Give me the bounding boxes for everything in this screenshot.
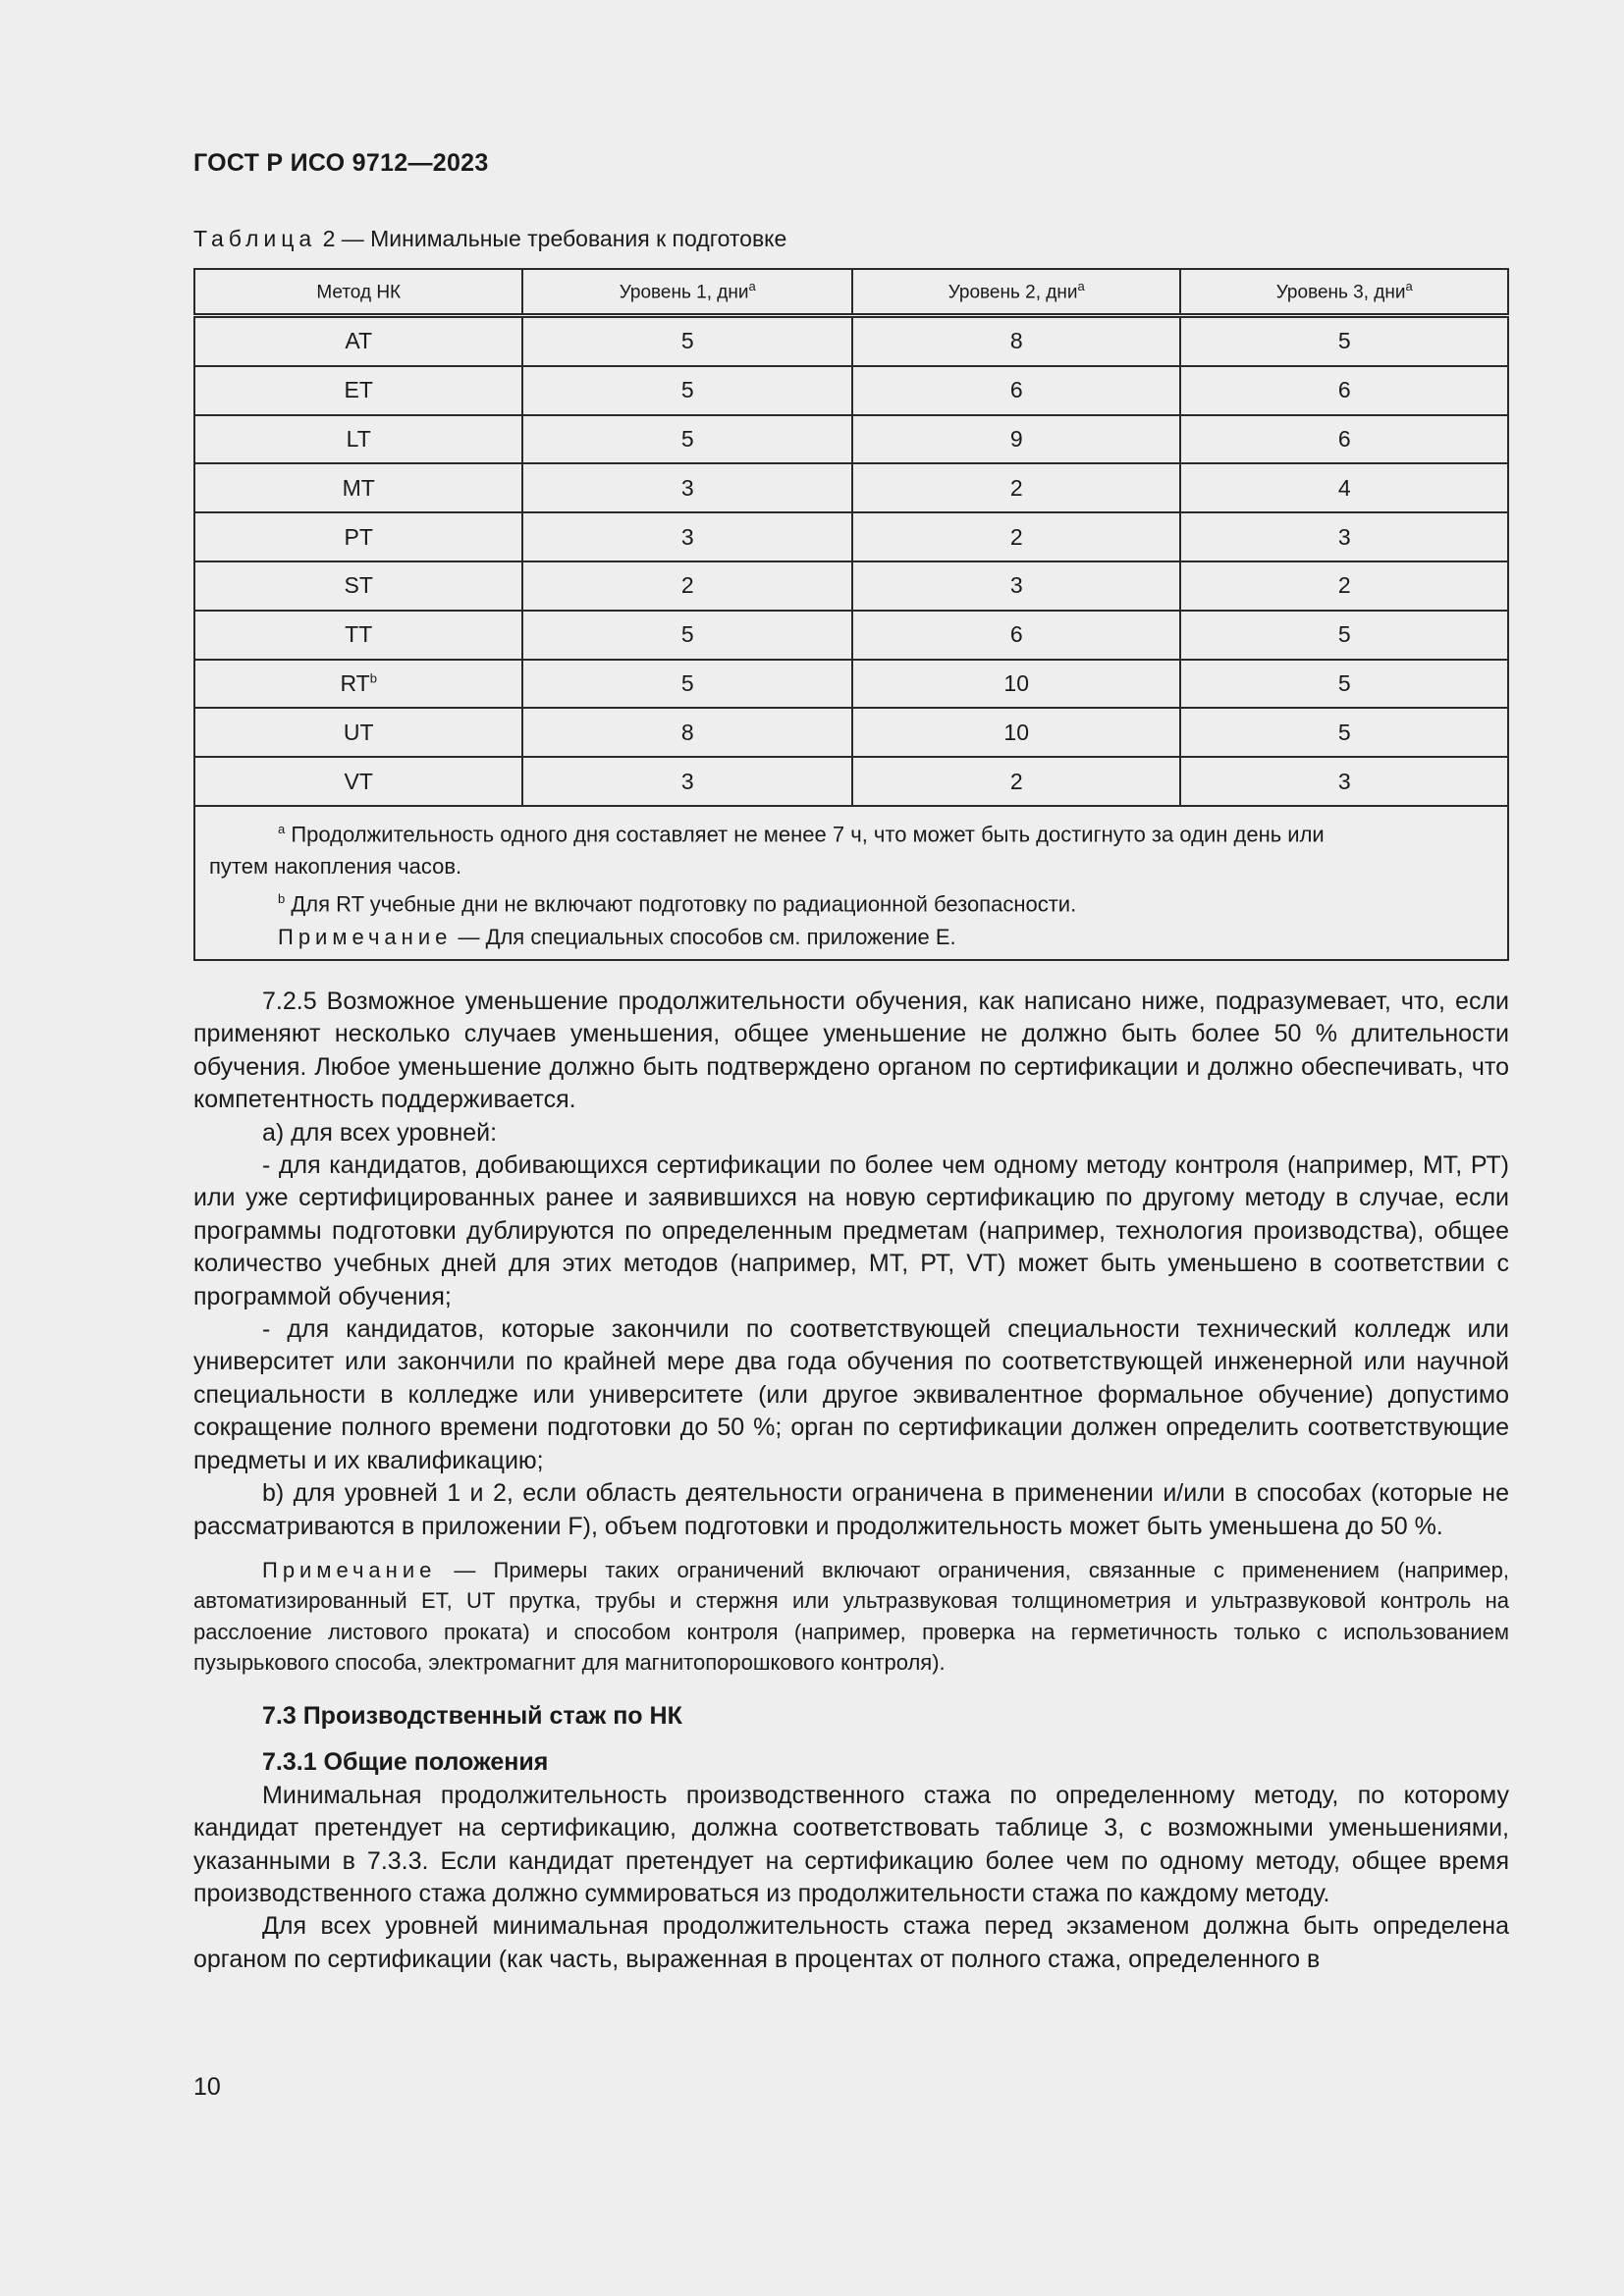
level3-cell: 6 (1180, 366, 1508, 415)
level2-cell: 8 (852, 316, 1181, 366)
table-row (194, 611, 1508, 660)
table-row (194, 757, 1508, 806)
table-caption-label: Таблица (193, 226, 317, 251)
level3-cell: 5 (1180, 708, 1508, 757)
level1-cell: 3 (522, 512, 852, 561)
paragraph-7-2-5: 7.2.5 Возможное уменьшение продолжительности обучения, как написано ниже, подразумевает, что, если применяют несколько случаев уменьшения, общее уменьшение не должно быть более 50 % длительности обучения. Любое уменьшение должно быть подтверждено органом по сертификации и должно обеспечивать, что компетентность поддерживается. (193, 988, 1509, 1114)
method-cell: $RT^b$ (194, 660, 522, 709)
level1-cell: 2 (522, 561, 852, 611)
level2-cell: 2 (852, 757, 1181, 806)
section-heading-7-3: 7.3 Производственный стаж по НК (262, 1701, 682, 1730)
footnote-b: $^b$ Для RT учебные дни не включают подготовку по радиационной безопасности. (278, 891, 1077, 917)
level3-cell: 4 (1180, 463, 1508, 512)
method-cell: MT (194, 463, 522, 512)
level3-cell: 5 (1180, 660, 1508, 709)
list-item-b: b) для уровней 1 и 2, если область деятельности ограничена в применении и/или в способах (которые не рассматриваются в приложении F), объем подготовки и продолжительность может быть уменьшена до 50 %. (193, 1479, 1509, 1540)
paragraph: Минимальная продолжительность производственного стажа по определенному методу, по которому кандидат претендует на сертификацию, должна соответствовать таблице 3, с возможными уменьшениями, указанными в 7.3.3. Если кандидат претендует на сертификацию более чем по одному методу, общее время производственного стажа должно суммироваться из продолжительности стажа по каждому методу. (193, 1781, 1509, 1907)
table-row (194, 415, 1508, 464)
level3-cell: 6 (1180, 415, 1508, 464)
document-header: ГОСТ Р ИСО 9712—2023 (193, 149, 489, 177)
method-cell: TT (194, 611, 522, 660)
column-header: Уровень 2, дни$^a$ (852, 269, 1181, 316)
table-notes (194, 806, 1508, 960)
table-caption-title: 2 — Минимальные требования к подготовке (316, 226, 787, 251)
level2-cell: 10 (852, 660, 1181, 709)
table-row (194, 512, 1508, 561)
list-dash-item: - для кандидатов, добивающихся сертификации по более чем одному методу контроля (например, МТ, РТ) или уже сертифицированных ранее и заявившихся на новую сертификацию по другому методу в случае, если программы подготовки дублируются по определенным предметам (например, технология производства), общее количество учебных дней для этих методов (например, МТ, РТ, VT) может быть уменьшено в соответствии с программой обучения; (193, 1151, 1509, 1310)
method-cell: PT (194, 512, 522, 561)
table-row (194, 660, 1508, 709)
table-note: Примечание — Для специальных способов см. приложение Е. (278, 924, 956, 949)
level1-cell: 3 (522, 463, 852, 512)
page-number: 10 (193, 2073, 221, 2101)
footnote-a: $^a$ Продолжительность одного дня составляет не менее 7 ч, что может быть достигнуто за один день или (278, 821, 1325, 847)
level1-cell: 5 (522, 611, 852, 660)
table-header-row (194, 269, 1508, 316)
column-header: Уровень 1, дни$^a$ (522, 269, 852, 316)
method-cell: UT (194, 708, 522, 757)
footnote-a-continuation: путем накопления часов. (209, 854, 462, 880)
subsection-heading-7-3-1: 7.3.1 Общие положения (262, 1748, 549, 1777)
method-cell: AT (194, 316, 522, 366)
level2-cell: 2 (852, 463, 1181, 512)
table-row (194, 708, 1508, 757)
table-caption (193, 226, 786, 252)
method-cell: ST (194, 561, 522, 611)
level2-cell: 6 (852, 611, 1181, 660)
method-cell: ET (194, 366, 522, 415)
level2-cell: 9 (852, 415, 1181, 464)
table-row (194, 316, 1508, 366)
column-header: Уровень 3, дни$^a$ (1180, 269, 1508, 316)
column-header: Метод НК (194, 269, 522, 316)
method-cell: VT (194, 757, 522, 806)
paragraph: Для всех уровней минимальная продолжительность стажа перед экзаменом должна быть определена органом по сертификации (как часть, выраженная в процентах от полного стажа, определенного в (193, 1912, 1509, 1973)
level1-cell: 5 (522, 366, 852, 415)
level1-cell: 5 (522, 415, 852, 464)
level3-cell: 5 (1180, 316, 1508, 366)
level1-cell: 3 (522, 757, 852, 806)
level2-cell: 2 (852, 512, 1181, 561)
table-row (194, 463, 1508, 512)
method-cell: LT (194, 415, 522, 464)
level3-cell: 3 (1180, 512, 1508, 561)
level2-cell: 6 (852, 366, 1181, 415)
table-row (194, 366, 1508, 415)
level3-cell: 5 (1180, 611, 1508, 660)
table-row (194, 561, 1508, 611)
level3-cell: 3 (1180, 757, 1508, 806)
list-dash-item: - для кандидатов, которые закончили по соответствующей специальности технический колледж или университет или закончили по крайней мере два года обучения по соответствующей инженерной или научной специальности в колледже или университете (или другое эквивалентное формальное обучение) допустимо сокращение полного времени подготовки до 50 %; орган по сертификации должен определить соответствующие предметы и их квалификацию; (193, 1315, 1509, 1474)
body-note: Примечание — Примеры таких ограничений включают ограничения, связанные с применением (например, автоматизированный ET, UT прутка, трубы и стержня или ультразвуковая толщинометрия и ультразвуковой контроль на расслоение листового проката) и способом контроля (например, проверка на герметичность только с использованием пузырькового способа, электромагнит для магнитопорошкового контроля). (193, 1557, 1509, 1676)
level1-cell: 5 (522, 660, 852, 709)
level2-cell: 10 (852, 708, 1181, 757)
table-notes-row (194, 806, 1508, 960)
level1-cell: 5 (522, 316, 852, 366)
body-text (193, 986, 1509, 1976)
level2-cell: 3 (852, 561, 1181, 611)
level3-cell: 2 (1180, 561, 1508, 611)
level1-cell: 8 (522, 708, 852, 757)
list-item-a: а) для всех уровней: (262, 1118, 498, 1147)
training-requirements-table (193, 268, 1509, 961)
